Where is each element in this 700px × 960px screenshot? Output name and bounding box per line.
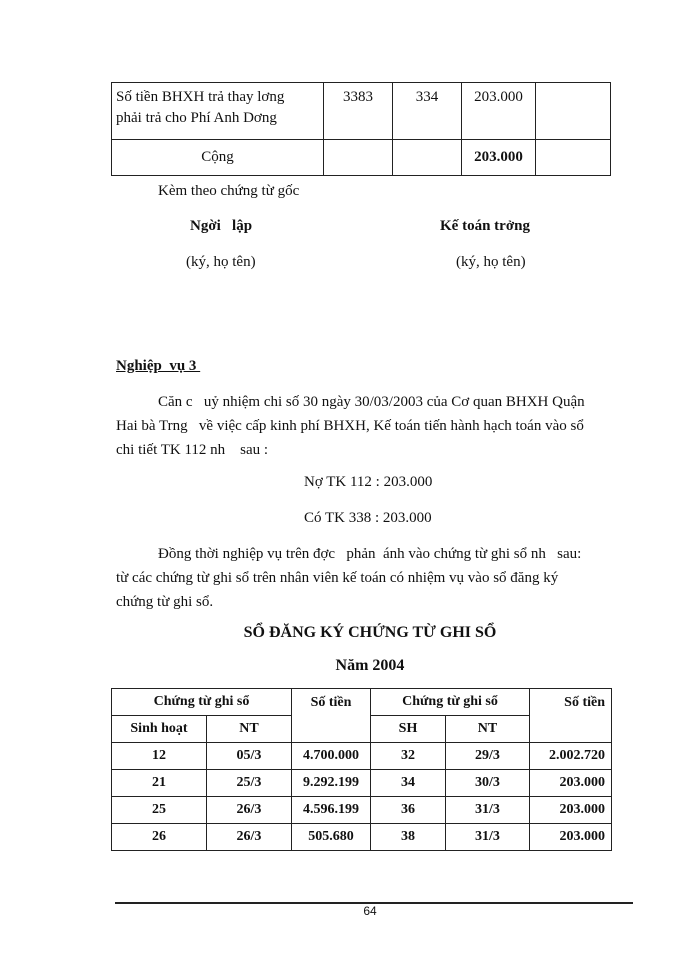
table-row: [112, 743, 612, 770]
note-cell: [536, 140, 611, 176]
description-cell: [112, 83, 324, 140]
amount-cell: 203.000: [530, 797, 612, 824]
debit-entry: Nợ TK 112 : 203.000: [304, 474, 433, 490]
description-line: Số tiền BHXH trả thay lơng: [116, 89, 285, 105]
preparer-signature-hint: (ký, họ tên): [186, 254, 256, 270]
amount-cell: 2.002.720: [530, 743, 612, 770]
paragraph-line: Hai bà Trng về việc cấp kinh phí BHXH, Kế toán tiến hành hạch toán vào sổ: [116, 418, 584, 434]
header-nt-2: NT: [446, 716, 530, 743]
sh-cell: 26: [112, 824, 207, 851]
header-amount-2: Số tiền: [530, 689, 612, 743]
paragraph-line: từ các chứng từ ghi sổ trên nhân viên kế toán có nhiệm vụ vào sổ đăng ký: [116, 570, 559, 586]
paragraph-line: chứng từ ghi sổ.: [116, 594, 214, 610]
sh-cell: 38: [371, 824, 446, 851]
credit-cell: [393, 140, 462, 176]
nt-cell: 26/3: [207, 797, 292, 824]
paragraph-line: Căn c uỷ nhiệm chi số 30 ngày 30/03/2003 của Cơ quan BHXH Quận: [158, 394, 585, 410]
preparer-title: Ngời lập: [190, 218, 253, 234]
accountant-signature-hint: (ký, họ tên): [456, 254, 526, 270]
sh-cell: 32: [371, 743, 446, 770]
amount-cell: 203.000: [530, 824, 612, 851]
header-sh-1: Sinh hoạt: [112, 716, 207, 743]
header-voucher-group-2: Chứng từ ghi sổ: [371, 689, 530, 716]
attached-docs-note: Kèm theo chứng từ gốc: [158, 183, 300, 199]
table-row: [112, 83, 611, 140]
total-amount: 203.000: [462, 140, 536, 176]
register-title: SỔ ĐĂNG KÝ CHỨNG TỪ GHI SỔ: [243, 624, 497, 641]
paragraph-line: Đồng thời nghiệp vụ trên đợc phản ánh vào chứng từ ghi sổ nh sau:: [158, 546, 582, 562]
paragraph-line: chi tiết TK 112 nh sau :: [116, 442, 269, 458]
register-year: Năm 2004: [335, 657, 405, 674]
amount-cell: 4.596.199: [292, 797, 371, 824]
note-cell: [536, 83, 611, 140]
amount-cell: 203.000: [462, 83, 536, 140]
description-line: phải trả cho Phí Anh Dơng: [116, 110, 277, 126]
nt-cell: 30/3: [446, 770, 530, 797]
total-row: [112, 140, 611, 176]
section-heading: Nghiệp vụ 3: [116, 358, 201, 374]
header-nt-1: NT: [207, 716, 292, 743]
amount-cell: 4.700.000: [292, 743, 371, 770]
sh-cell: 12: [112, 743, 207, 770]
nt-cell: 31/3: [446, 824, 530, 851]
header-row: [112, 689, 612, 716]
table-row: [112, 797, 612, 824]
debit-cell: 3383: [324, 83, 393, 140]
nt-cell: 29/3: [446, 743, 530, 770]
sh-cell: 36: [371, 797, 446, 824]
credit-entry: Có TK 338 : 203.000: [304, 510, 432, 526]
nt-cell: 25/3: [207, 770, 292, 797]
sh-cell: 34: [371, 770, 446, 797]
table-row: [112, 824, 612, 851]
nt-cell: 26/3: [207, 824, 292, 851]
debit-cell: [324, 140, 393, 176]
header-amount-1: Số tiền: [292, 689, 371, 743]
voucher-table: [111, 82, 611, 176]
table-row: [112, 770, 612, 797]
nt-cell: 05/3: [207, 743, 292, 770]
chief-accountant-title: Kế toán trởng: [440, 218, 530, 234]
sh-cell: 21: [112, 770, 207, 797]
register-table: [111, 688, 612, 851]
header-sh-2: SH: [371, 716, 446, 743]
amount-cell: 505.680: [292, 824, 371, 851]
amount-cell: 203.000: [530, 770, 612, 797]
amount-cell: 9.292.199: [292, 770, 371, 797]
header-voucher-group-1: Chứng từ ghi sổ: [112, 689, 292, 716]
sh-cell: 25: [112, 797, 207, 824]
page-number: 64: [363, 904, 377, 918]
credit-cell: 334: [393, 83, 462, 140]
total-label: Cộng: [112, 140, 324, 176]
nt-cell: 31/3: [446, 797, 530, 824]
